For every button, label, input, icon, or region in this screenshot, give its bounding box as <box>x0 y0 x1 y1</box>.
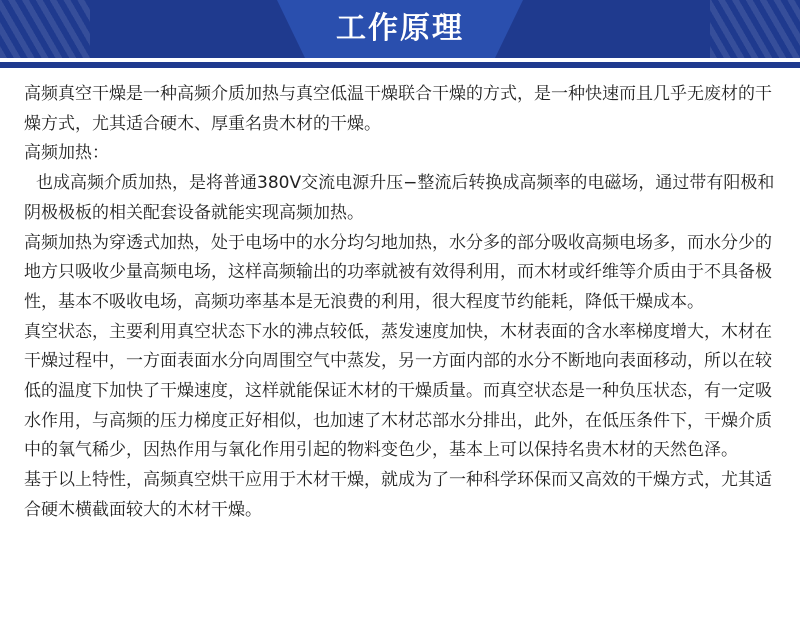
banner-stripes-right <box>710 0 800 58</box>
article-body <box>24 80 780 526</box>
intro-paragraph: 高频真空干燥是一种高频介质加热与真空低温干燥联合干燥的方式，是一种快速而且几乎无废材的干燥方式，尤其适合硬木、厚重名贵木材的干燥。 <box>24 84 772 134</box>
hf-heating-definition: 也成高频介质加热，是将普通380V交流电源升压−整流后转换成高频率的电磁场，通过带有阳极和阴极极板的相关配套设备就能实现高频加热。 <box>24 173 775 223</box>
page-title: 工作原理 <box>336 11 464 46</box>
hf-heating-paragraph: 高频加热为穿透式加热，处于电场中的水分均匀地加热，水分多的部分吸收高频电场多，而水分少的地方只吸收少量高频电场，这样高频输出的功率就被有效得利用，而木材或纤维等介质由于不具备极性，基本不吸收电场，高频功率基本是无浪费的利用，很大程度节约能耗，降低干燥成本。 <box>24 232 772 312</box>
header-divider <box>0 62 800 68</box>
section-heading-hf-heating: 高频加热： <box>24 143 109 164</box>
banner-stripes-left <box>0 0 90 58</box>
conclusion-paragraph: 基于以上特性，高频真空烘干应用于木材干燥，就成为了一种科学环保而又高效的干燥方式，尤其适合硬木横截面较大的木材干燥。 <box>24 470 772 520</box>
header-banner <box>0 0 800 58</box>
vacuum-paragraph: 真空状态，主要利用真空状态下水的沸点较低，蒸发速度加快，木材表面的含水率梯度增大，木材在干燥过程中，一方面表面水分向周围空气中蒸发，另一方面内部的水分不断地向表面移动，所以在较低的温度下加快了干燥速度，这样就能保证木材的干燥质量。而真空状态是一种负压状态，有一定吸水作用，与高频的压力梯度正好相似，也加速了木材芯部水分排出，此外，在低压条件下，干燥介质中的氧气稀少，因热作用与氧化作用引起的物料变色少，基本上可以保持名贵木材的天然色泽。 <box>24 321 772 461</box>
